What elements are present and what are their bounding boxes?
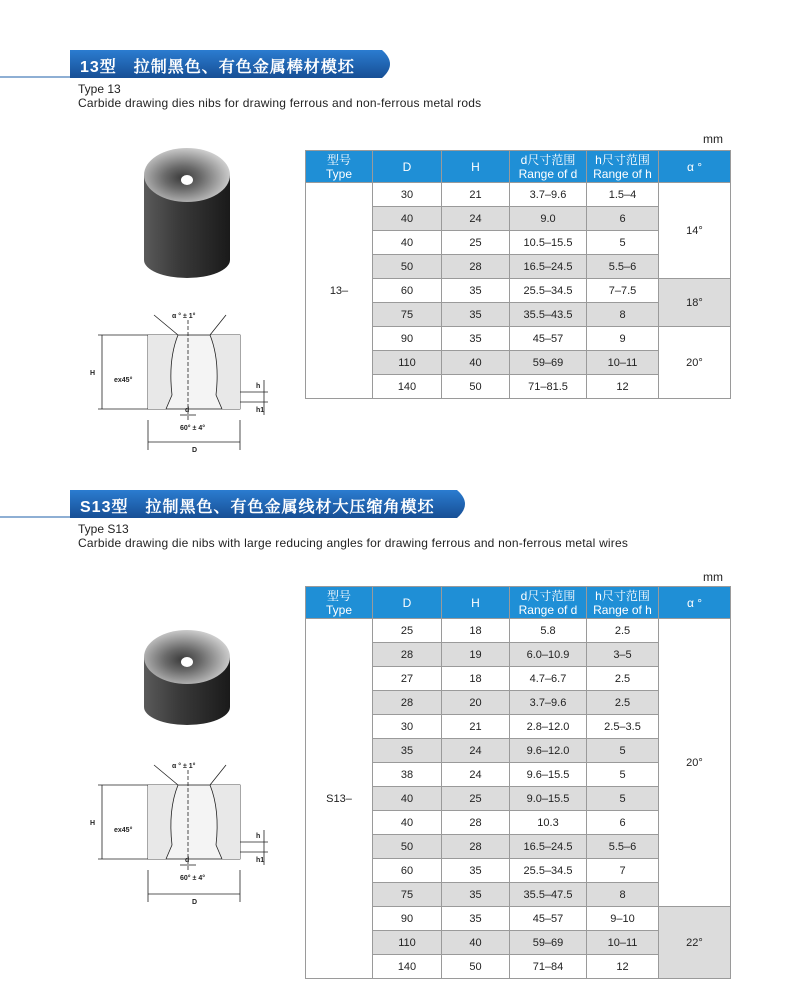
cell-h: 5 — [587, 231, 659, 255]
cell-D: 60 — [373, 859, 442, 883]
header-D: D — [373, 587, 442, 619]
cell-D: 60 — [373, 279, 442, 303]
cell-d: 25.5–34.5 — [510, 279, 587, 303]
alpha-cell: 20° — [659, 619, 731, 907]
unit-label: mm — [703, 570, 723, 584]
h1-label: h1 — [256, 407, 265, 414]
table-body — [306, 183, 731, 399]
cell-h: 10–11 — [587, 351, 659, 375]
type-cell: S13– — [306, 619, 373, 979]
alpha-cell: 14° — [659, 183, 731, 279]
table-header-row — [306, 587, 731, 619]
h1-label: h1 — [256, 857, 265, 864]
cell-d: 16.5–24.5 — [510, 255, 587, 279]
cell-D: 140 — [373, 955, 442, 979]
cone-angle-label: 60° ± 4° — [180, 875, 206, 882]
cell-d: 9.6–15.5 — [510, 763, 587, 787]
cell-D: 75 — [373, 303, 442, 327]
cell-d: 10.5–15.5 — [510, 231, 587, 255]
cell-D: 30 — [373, 183, 442, 207]
cell-d: 6.0–10.9 — [510, 643, 587, 667]
cell-d: 35.5–47.5 — [510, 883, 587, 907]
cell-D: 50 — [373, 835, 442, 859]
cell-H: 24 — [442, 739, 510, 763]
spec-table-s13 — [305, 586, 731, 979]
cell-d: 71–81.5 — [510, 375, 587, 399]
height-label: H — [90, 370, 96, 377]
cell-d: 45–57 — [510, 907, 587, 931]
cell-h: 5.5–6 — [587, 835, 659, 859]
chamfer-label: ex45° — [114, 377, 133, 384]
die-3d-render — [144, 148, 230, 278]
cell-d: 45–57 — [510, 327, 587, 351]
cell-H: 40 — [442, 931, 510, 955]
cell-D: 140 — [373, 375, 442, 399]
cell-H: 28 — [442, 255, 510, 279]
cell-H: 21 — [442, 183, 510, 207]
cell-d: 25.5–34.5 — [510, 859, 587, 883]
cell-d: 16.5–24.5 — [510, 835, 587, 859]
cell-H: 19 — [442, 643, 510, 667]
cell-d: 10.3 — [510, 811, 587, 835]
cell-d: 9.6–12.0 — [510, 739, 587, 763]
header-h-range: h尺寸范围 Range of h — [587, 151, 659, 183]
cell-D: 50 — [373, 255, 442, 279]
cell-H: 35 — [442, 327, 510, 351]
bearing-h-label: h — [256, 833, 261, 840]
cell-d: 59–69 — [510, 351, 587, 375]
cell-D: 75 — [373, 883, 442, 907]
cell-H: 21 — [442, 715, 510, 739]
type-description: Carbide drawing die nibs with large reducing angles for drawing ferrous and non-ferrous metal wires — [78, 536, 629, 550]
cell-h: 8 — [587, 303, 659, 327]
type-label: Type 13 — [78, 82, 121, 96]
alpha-cell: 18° — [659, 279, 731, 327]
angle-top-label: α ° ± 1° — [172, 763, 196, 770]
cell-D: 40 — [373, 207, 442, 231]
height-label: H — [90, 820, 96, 827]
cell-H: 35 — [442, 883, 510, 907]
diameter-label: D — [192, 899, 198, 906]
cell-h: 6 — [587, 207, 659, 231]
cell-H: 40 — [442, 351, 510, 375]
unit-label: mm — [703, 132, 723, 146]
header-H: H — [442, 151, 510, 183]
alpha-cell: 22° — [659, 907, 731, 979]
cell-H: 28 — [442, 811, 510, 835]
cell-h: 5 — [587, 787, 659, 811]
cell-d: 3.7–9.6 — [510, 691, 587, 715]
table-row — [306, 619, 731, 643]
bore-d-label: d — [185, 407, 190, 414]
cell-H: 20 — [442, 691, 510, 715]
cell-D: 40 — [373, 231, 442, 255]
cell-h: 1.5–4 — [587, 183, 659, 207]
section-banner — [0, 50, 400, 78]
cell-D: 30 — [373, 715, 442, 739]
cell-d: 35.5–43.5 — [510, 303, 587, 327]
cell-d: 3.7–9.6 — [510, 183, 587, 207]
cell-d: 71–84 — [510, 955, 587, 979]
cell-D: 40 — [373, 787, 442, 811]
header-d-range: d尺寸范围 Range of d — [510, 587, 587, 619]
cell-h: 2.5–3.5 — [587, 715, 659, 739]
cell-D: 28 — [373, 643, 442, 667]
cell-h: 2.5 — [587, 619, 659, 643]
cell-H: 25 — [442, 787, 510, 811]
die-illustration — [84, 130, 265, 454]
die-3d-render — [144, 630, 230, 725]
cell-D: 28 — [373, 691, 442, 715]
header-alpha: α ° — [659, 151, 731, 183]
cell-D: 27 — [373, 667, 442, 691]
table-header-row — [306, 151, 731, 183]
header-d-range: d尺寸范围 Range of d — [510, 151, 587, 183]
cell-d: 5.8 — [510, 619, 587, 643]
cell-h: 2.5 — [587, 691, 659, 715]
cell-h: 3–5 — [587, 643, 659, 667]
cell-H: 35 — [442, 859, 510, 883]
cell-d: 9.0 — [510, 207, 587, 231]
alpha-cell: 20° — [659, 327, 731, 399]
cell-H: 25 — [442, 231, 510, 255]
bearing-h-label: h — [256, 383, 261, 390]
section-banner — [0, 490, 435, 518]
cell-h: 7–7.5 — [587, 279, 659, 303]
cell-h: 9–10 — [587, 907, 659, 931]
cell-D: 35 — [373, 739, 442, 763]
cell-H: 24 — [442, 207, 510, 231]
cell-H: 50 — [442, 375, 510, 399]
header-D: D — [373, 151, 442, 183]
cell-H: 50 — [442, 955, 510, 979]
type-label: Type S13 — [78, 522, 129, 536]
cell-D: 110 — [373, 351, 442, 375]
cell-H: 24 — [442, 763, 510, 787]
cell-D: 110 — [373, 931, 442, 955]
cell-H: 35 — [442, 907, 510, 931]
cell-H: 18 — [442, 667, 510, 691]
cell-H: 35 — [442, 279, 510, 303]
section-title: S13型 拉制黑色、有色金属线材大压缩角模坯 — [80, 499, 435, 516]
cell-D: 25 — [373, 619, 442, 643]
cell-h: 9 — [587, 327, 659, 351]
cell-d: 59–69 — [510, 931, 587, 955]
diameter-label: D — [192, 447, 198, 454]
section-title: 13型 拉制黑色、有色金属棒材模坯 — [80, 59, 355, 76]
header-type: 型号 Type — [306, 151, 373, 183]
cell-h: 2.5 — [587, 667, 659, 691]
table-body — [306, 619, 731, 979]
cell-h: 8 — [587, 883, 659, 907]
table-row — [306, 183, 731, 207]
type-cell: 13– — [306, 183, 373, 399]
header-H: H — [442, 587, 510, 619]
cell-D: 90 — [373, 327, 442, 351]
cell-h: 12 — [587, 375, 659, 399]
die-illustration — [84, 612, 265, 912]
cell-H: 35 — [442, 303, 510, 327]
cell-h: 6 — [587, 811, 659, 835]
cell-D: 90 — [373, 907, 442, 931]
cell-D: 38 — [373, 763, 442, 787]
bore-d-label: d — [185, 857, 190, 864]
cell-d: 9.0–15.5 — [510, 787, 587, 811]
cell-d: 4.7–6.7 — [510, 667, 587, 691]
cell-h: 7 — [587, 859, 659, 883]
cell-H: 18 — [442, 619, 510, 643]
cell-h: 5 — [587, 763, 659, 787]
header-h-range: h尺寸范围 Range of h — [587, 587, 659, 619]
type-description: Carbide drawing dies nibs for drawing ferrous and non-ferrous metal rods — [78, 96, 482, 110]
cell-D: 40 — [373, 811, 442, 835]
header-alpha: α ° — [659, 587, 731, 619]
cell-H: 28 — [442, 835, 510, 859]
cell-d: 2.8–12.0 — [510, 715, 587, 739]
cone-angle-label: 60° ± 4° — [180, 425, 206, 432]
cell-h: 10–11 — [587, 931, 659, 955]
cell-h: 12 — [587, 955, 659, 979]
cell-h: 5 — [587, 739, 659, 763]
header-type: 型号 Type — [306, 587, 373, 619]
spec-table-13 — [305, 150, 731, 399]
chamfer-label: ex45° — [114, 827, 133, 834]
cell-h: 5.5–6 — [587, 255, 659, 279]
angle-top-label: α ° ± 1° — [172, 313, 196, 320]
